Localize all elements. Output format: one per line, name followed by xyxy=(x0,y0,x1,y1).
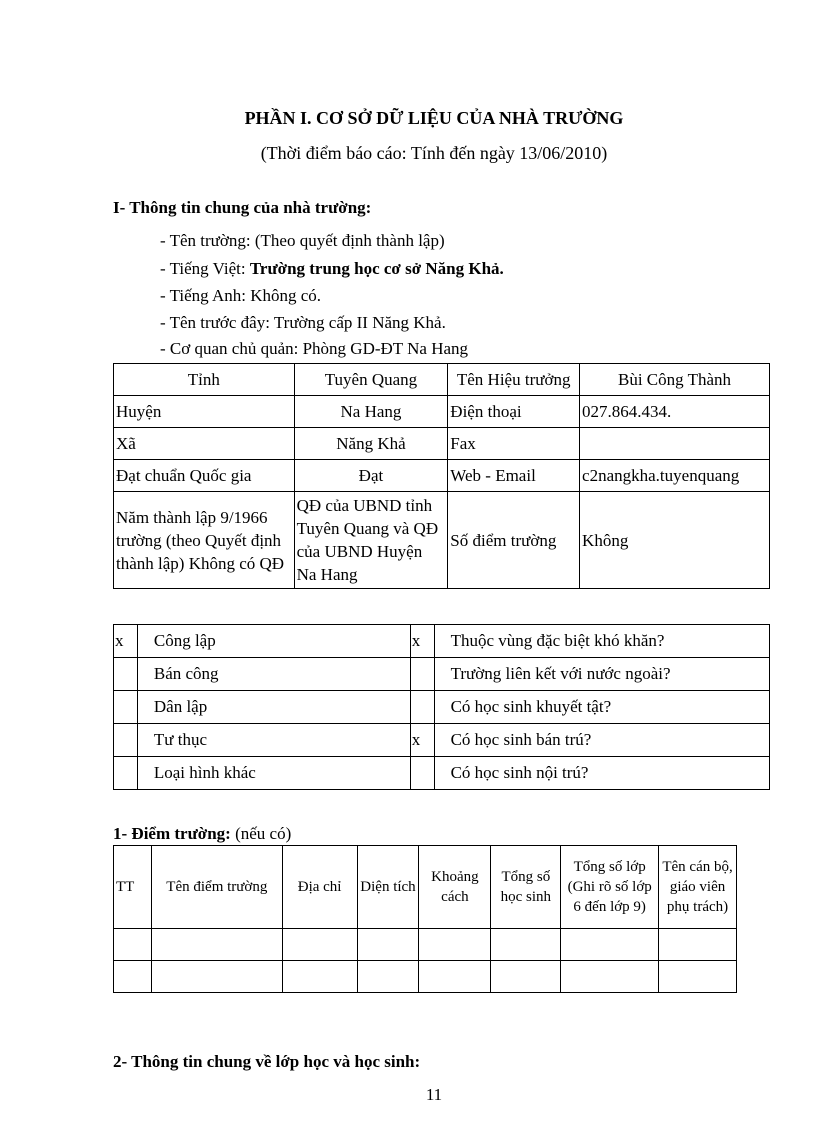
column-header: Khoảng cách xyxy=(419,846,491,929)
table-row xyxy=(114,460,770,492)
table-cell[interactable] xyxy=(659,961,737,993)
table-cell: Huyện xyxy=(114,396,295,428)
page-title: PHẦN I. CƠ SỞ DỮ LIỆU CỦA NHÀ TRƯỜNG xyxy=(244,108,624,128)
checkbox[interactable] xyxy=(114,658,138,691)
table-row xyxy=(114,961,737,993)
checklist-label: Có học sinh nội trú? xyxy=(434,757,769,790)
checklist-label: Có học sinh khuyết tật? xyxy=(434,691,769,724)
table-row xyxy=(114,428,770,460)
section-heading-classes-students: 2- Thông tin chung về lớp học và học sinh: xyxy=(113,1052,421,1071)
checklist-label: Tư thục xyxy=(137,724,410,757)
column-header: Tổng số học sinh xyxy=(491,846,561,929)
table-cell: Đạt xyxy=(294,460,448,492)
report-date: (Thời điểm báo cáo: Tính đến ngày 13/06/2010) xyxy=(260,143,608,163)
checkbox[interactable] xyxy=(114,724,138,757)
checkbox[interactable] xyxy=(410,757,434,790)
table-cell[interactable] xyxy=(419,929,491,961)
section-heading-bold: 1- Điểm trường: xyxy=(113,824,231,843)
page-number: 11 xyxy=(425,1085,443,1104)
table-cell[interactable] xyxy=(151,929,282,961)
section-heading-general-info: I- Thông tin chung của nhà trường: xyxy=(113,198,372,217)
table-cell: Web - Email xyxy=(448,460,580,492)
table-cell: Fax xyxy=(448,428,580,460)
section-heading-school-sites xyxy=(113,824,291,844)
checklist-row xyxy=(114,625,770,658)
checkbox[interactable] xyxy=(410,658,434,691)
column-header: Địa chỉ xyxy=(282,846,357,929)
table-row xyxy=(114,929,737,961)
table-cell: Điện thoại xyxy=(448,396,580,428)
table-cell[interactable] xyxy=(419,961,491,993)
table-cell[interactable] xyxy=(114,929,152,961)
table-cell: Xã xyxy=(114,428,295,460)
table-row xyxy=(114,364,770,396)
school-sites-table xyxy=(113,845,737,993)
checklist-row xyxy=(114,757,770,790)
table-row xyxy=(114,396,770,428)
table-cell[interactable] xyxy=(491,961,561,993)
vietnamese-name-line xyxy=(160,259,504,279)
table-cell: Tỉnh xyxy=(114,364,295,396)
checkbox[interactable]: x xyxy=(410,724,434,757)
checklist-label: Loại hình khác xyxy=(137,757,410,790)
checklist-label: Có học sinh bán trú? xyxy=(434,724,769,757)
vietnamese-name-value: Trường trung học cơ sở Năng Khả. xyxy=(249,259,504,278)
table-cell: QĐ của UBND tỉnh Tuyên Quang và QĐ của UBND Huyện Na Hang xyxy=(294,492,448,589)
checkbox[interactable] xyxy=(114,691,138,724)
table-cell[interactable] xyxy=(659,929,737,961)
table-cell: Số điểm trường xyxy=(448,492,580,589)
checkbox[interactable]: x xyxy=(114,625,138,658)
checklist-row xyxy=(114,658,770,691)
checklist-row xyxy=(114,691,770,724)
table-cell[interactable] xyxy=(561,961,659,993)
table-cell: Tuyên Quang xyxy=(294,364,448,396)
checklist-label: Công lập xyxy=(137,625,410,658)
table-cell: Không xyxy=(580,492,770,589)
checkbox[interactable] xyxy=(114,757,138,790)
table-row xyxy=(114,492,770,589)
table-cell: 027.864.434. xyxy=(580,396,770,428)
table-cell xyxy=(580,428,770,460)
table-cell: Năm thành lập 9/1966 trường (theo Quyết định thành lập) Không có QĐ xyxy=(114,492,295,589)
column-header: TT xyxy=(114,846,152,929)
column-header: Tên cán bộ, giáo viên phụ trách) xyxy=(659,846,737,929)
column-header: Diện tích xyxy=(357,846,419,929)
table-cell[interactable] xyxy=(357,961,419,993)
table-cell[interactable] xyxy=(151,961,282,993)
table-cell: Đạt chuẩn Quốc gia xyxy=(114,460,295,492)
table-cell: Na Hang xyxy=(294,396,448,428)
school-info-table xyxy=(113,363,770,589)
checkbox[interactable] xyxy=(410,691,434,724)
previous-name-line: - Tên trước đây: Trường cấp II Năng Khả. xyxy=(160,313,446,332)
section-heading-note: (nếu có) xyxy=(230,824,292,843)
column-header: Tổng số lớp (Ghi rõ số lớp 6 đến lớp 9) xyxy=(561,846,659,929)
table-header-row xyxy=(114,846,737,929)
table-cell: Tên Hiệu trưởng xyxy=(448,364,580,396)
checkbox[interactable]: x xyxy=(410,625,434,658)
checklist-row xyxy=(114,724,770,757)
school-name-label: - Tên trường xyxy=(160,231,246,250)
table-cell: Năng Khả xyxy=(294,428,448,460)
table-cell: c2nangkha.tuyenquang xyxy=(580,460,770,492)
checklist-label: Trường liên kết với nước ngoài? xyxy=(434,658,769,691)
vietnamese-name-label: - Tiếng Việt: xyxy=(160,259,250,278)
checklist-label: Bán công xyxy=(137,658,410,691)
table-cell[interactable] xyxy=(491,929,561,961)
table-cell[interactable] xyxy=(282,961,357,993)
school-name-line xyxy=(160,231,445,251)
english-name-line: - Tiếng Anh: Không có. xyxy=(160,286,322,305)
table-cell[interactable] xyxy=(561,929,659,961)
table-cell[interactable] xyxy=(282,929,357,961)
school-type-checklist xyxy=(113,624,770,790)
checklist-label: Dân lập xyxy=(137,691,410,724)
managing-agency-line: - Cơ quan chủ quản: Phòng GD-ĐT Na Hang xyxy=(160,339,469,358)
table-cell: Bùi Công Thành xyxy=(580,364,770,396)
school-name-colon: : (Theo quyết định thành lập) xyxy=(245,231,445,250)
table-cell[interactable] xyxy=(357,929,419,961)
table-cell[interactable] xyxy=(114,961,152,993)
checklist-label: Thuộc vùng đặc biệt khó khăn? xyxy=(434,625,769,658)
column-header: Tên điểm trường xyxy=(151,846,282,929)
